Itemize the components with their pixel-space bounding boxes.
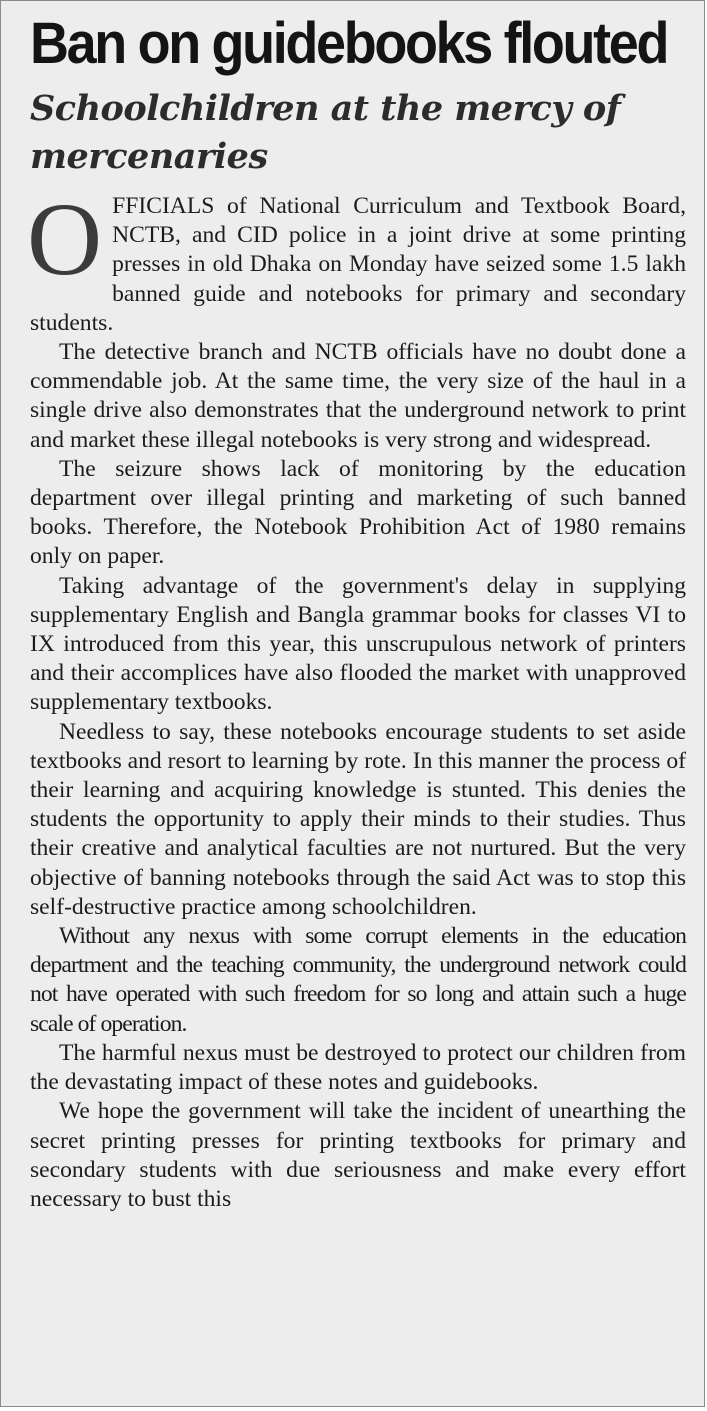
paragraph: Without any nexus with some corrupt elements in the education department and the teaching community, the underground network could not have operated with such freedom for so long and attain such a huge scale of operation. [30,923,686,1037]
paragraph: We hope the government will take the incident of unearthing the secret printing presses for printing textbooks for primary and secondary students with due seriousness and make every effort necessary to bust this [30,1098,686,1212]
paragraph: Taking advantage of the government's delay in supplying supplementary English and Bangla grammar books for classes VI to IX introduced from this year, this unscrupulous network of printers and their accomplices have also flooded the market with unapproved supplementary textbooks. [30,572,686,716]
paragraph: The detective branch and NCTB officials have no doubt done a commendable job. At the same time, the very size of the haul in a single drive also demonstrates that the underground network to print and market these illegal notebooks is very strong and widespread. [30,339,686,453]
article-body [27,182,686,1214]
drop-cap: O [27,182,103,297]
paragraph: The seizure shows lack of monitoring by the education department over illegal printing and marketing of such banned books. Therefore, the Notebook Prohibition Act of 1980 remains only on paper. [30,455,686,570]
lead-paragraph [27,182,686,338]
subheadline: Schoolchildren at the mercy of mercenaries [30,88,621,177]
paragraph: Needless to say, these notebooks encourage students to set aside textbooks and resort to learning by rote. In this manner the process of their learning and acquiring knowledge is stunted. This denies the students the opportunity to apply their minds to their studies. Thus their creative and analytical faculties are not nurtured. But the very objective of banning notebooks through the said Act was to stop this self-destructive practice among schoolchildren. [30,718,686,920]
headline: Ban on guidebooks flouted [30,11,668,76]
paragraph: The harmful nexus must be destroyed to protect our children from the devastating impact of these notes and guidebooks. [30,1039,686,1096]
lead-text: FFICIALS of National Curriculum and Textbook Board, NCTB, and CID police in a joint drive at some printing presses in old Dhaka on Monday have seized some 1.5 lakh banned guide and notebooks for primary and secondary students. [30,193,686,336]
